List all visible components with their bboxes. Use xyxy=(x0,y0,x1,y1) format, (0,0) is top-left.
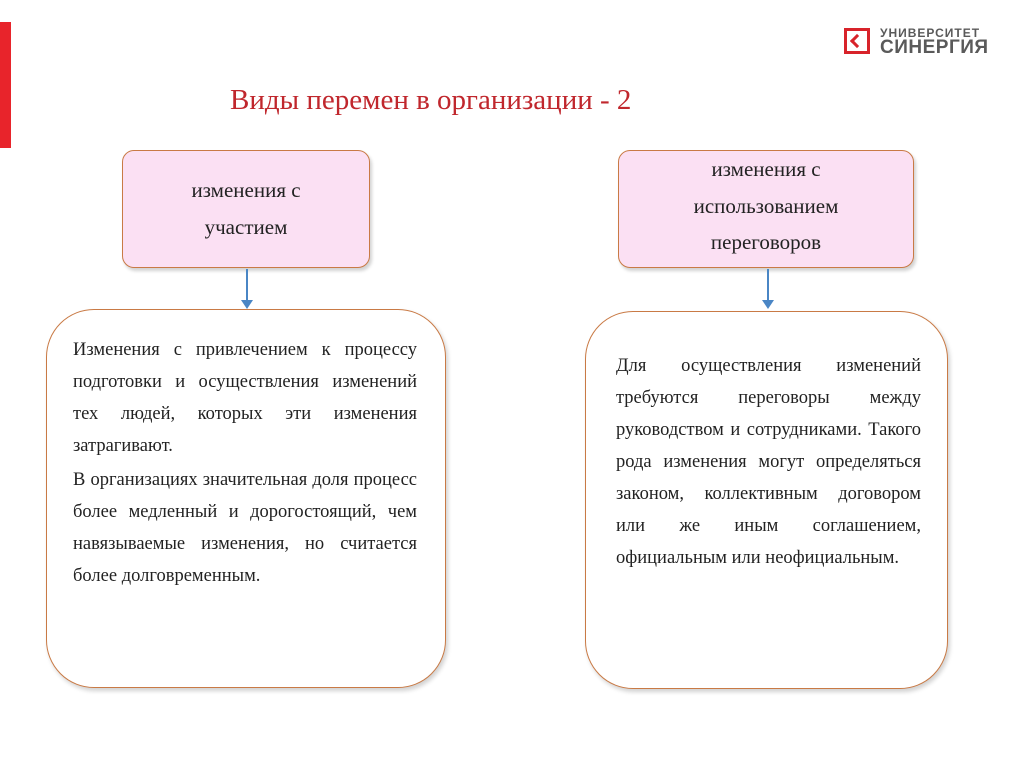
participation-changes-box xyxy=(122,150,370,268)
participation-description-p2: В организациях значительная доля процесс более медленный и дорогостоящий, чем навязываемые изменения, но считается более долговременным. xyxy=(73,470,417,586)
down-arrow-icon xyxy=(762,269,774,309)
participation-description-box xyxy=(46,309,446,688)
synergy-logo-icon xyxy=(844,28,870,54)
logo-bottom-text: СИНЕРГИЯ xyxy=(880,37,989,58)
participation-description-p1: Изменения с привлечением к процессу подготовки и осуществления изменений тех людей, которых эти изменения затрагивают. xyxy=(73,340,417,456)
negotiation-description-box xyxy=(585,311,948,689)
negotiation-changes-box xyxy=(618,150,914,268)
negotiation-changes-heading: изменения с использованием переговоров xyxy=(693,156,839,255)
down-arrow-icon xyxy=(241,269,253,309)
negotiation-description-p1: Для осуществления изменений требуются переговоры между руководством и сотрудниками. Такого рода изменения могут определяться законом, коллективным договором или же иным соглашением, официальным или неофициальным. xyxy=(616,356,921,568)
university-logo xyxy=(842,24,1002,64)
accent-bar xyxy=(0,22,11,148)
slide-title: Виды перемен в организации - 2 xyxy=(230,84,632,116)
logo-top-text: УНИВЕРСИТЕТ xyxy=(880,26,981,40)
participation-changes-heading: изменения с участием xyxy=(191,178,301,239)
